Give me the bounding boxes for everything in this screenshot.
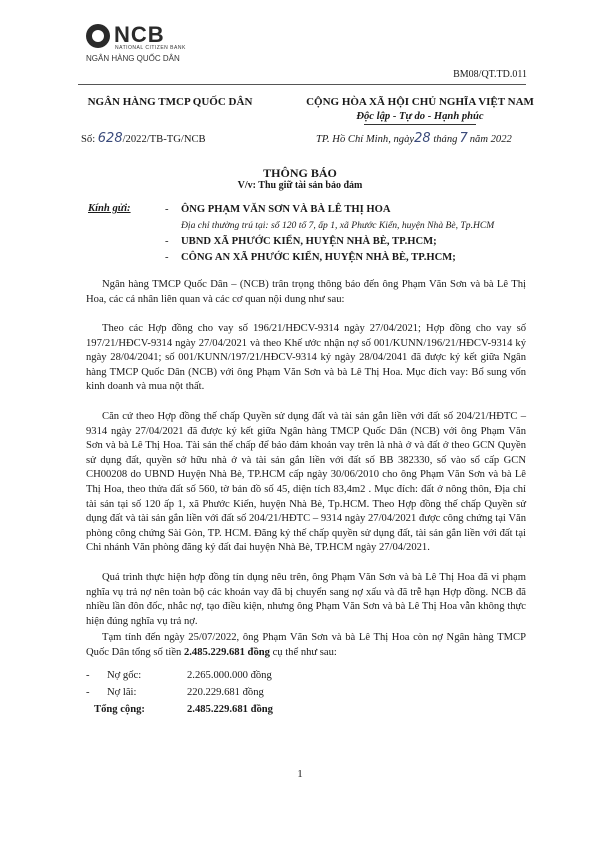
principal-label: Nợ gốc: bbox=[107, 670, 142, 681]
ncb-logo-mark-icon bbox=[86, 24, 110, 48]
republic-motto: Độc lập - Tự do - Hạnh phúc bbox=[356, 111, 484, 122]
debt-bullet-1: - bbox=[86, 670, 90, 681]
paragraph-debt-text bbox=[86, 631, 526, 660]
doc-number-prefix: Số: bbox=[81, 134, 98, 145]
interest-label: Nợ lãi: bbox=[107, 687, 137, 698]
paragraph-default bbox=[86, 571, 526, 629]
issuer-name: NGÂN HÀNG TMCP QUỐC DÂN bbox=[87, 96, 253, 108]
document-title: THÔNG BÁO bbox=[263, 166, 337, 180]
date-place: TP. Hồ Chí Minh, ngày bbox=[316, 134, 415, 145]
motto-underline bbox=[364, 124, 476, 125]
debt-intro-before: Tạm tính đến ngày 25/07/2022, ông Phạm Văn Sơn và bà Lê Thị Hoa còn nợ Ngân hàng TMCP Quốc Dân tổng số tiền bbox=[86, 632, 526, 658]
total-label: Tổng cộng: bbox=[94, 704, 145, 715]
debt-intro-amount: 2.485.229.681 đồng bbox=[183, 646, 270, 658]
recipients-label: Kính gửi: bbox=[88, 203, 131, 214]
logo-brand: NCB bbox=[114, 22, 165, 47]
paragraph-intro-text: Ngân hàng TMCP Quốc Dân – (NCB) trân trọng thông báo đến ông Phạm Văn Sơn và bà Lê Thị Hoa, các cá nhân liên quan và các cơ quan nội dung như sau: bbox=[86, 279, 526, 305]
logo-vn-name: NGÂN HÀNG QUỐC DÂN bbox=[86, 54, 180, 63]
document-number bbox=[81, 131, 206, 146]
recipient-1-name: ÔNG PHẠM VĂN SƠN VÀ BÀ LÊ THỊ HOA bbox=[181, 204, 391, 215]
recipient-bullet-2: - bbox=[165, 236, 169, 247]
debt-bullet-2: - bbox=[86, 687, 90, 698]
ncb-logo bbox=[86, 22, 196, 72]
debt-intro-after: cụ thể như sau: bbox=[269, 646, 337, 658]
recipient-2-name: UBND XÃ PHƯỚC KIỂN, HUYỆN NHÀ BÈ, TP.HCM; bbox=[181, 236, 437, 247]
header-divider bbox=[78, 84, 526, 85]
paragraph-default-text: Quá trình thực hiện hợp đồng tín dụng nêu trên, ông Phạm Văn Sơn và bà Lê Thị Hoa đã vi phạm nghĩa vụ trả nợ nên toàn bộ các khoản vay đã bị chuyển sang nợ xấu và đã trễ hạn Hợp đồng. NCB đã nhiều lần đôn đốc, nhắc nợ, tạo điều kiện, nhưng ông Phạm Văn Sơn và bà Lê Thị Hoa vẫn không thực hiện đúng nghĩa vụ trả nợ. bbox=[86, 572, 526, 627]
recipient-3-name: CÔNG AN XÃ PHƯỚC KIỂN, HUYỆN NHÀ BÈ, TP.HCM; bbox=[181, 252, 456, 263]
date-day: 28 bbox=[414, 131, 431, 146]
paragraph-collateral bbox=[86, 410, 526, 556]
paragraph-loans bbox=[86, 322, 526, 395]
page-number: 1 bbox=[297, 768, 303, 780]
interest-value: 220.229.681 đồng bbox=[187, 687, 264, 698]
paragraph-collateral-text: Căn cứ theo Hợp đồng thế chấp Quyền sử dụng đất và tài sản gắn liền với đất số 204/21/HĐTC – 9314 ngày 27/04/2021 đã được ký kết giữa Ngân hàng TMCP Quốc Dân (NCB) với ông Phạm Văn Sơn và bà Lê Thị Hoa. Tài sản thế chấp để bảo đảm khoản vay trên là nhà ở và đất ở theo GCN Quyền sử dụng đất, quyền sở hữu nhà ở và tài sản gắn liền với đất số BB 382330, số vào sổ cấp GCN CH00208 do UBND Huyện Nhà Bè, TP.HCM cấp ngày 30/06/2010 cho ông Phạm Văn Sơn và bà Lê Thị Hoa, theo thửa đất số 560, tờ bản đồ số 45, diện tích 83,4m2 . Mục đích: đất ở nông thôn, Địa chỉ tài sản tại số 120 ấp 1, xã Phước Kiển, huyện Nhà Bè, Tp.HCM. Theo Hợp đồng thế chấp Quyền sử dụng đất và tài sản gắn liền với đất số 204/21/HĐTC – 9314 ngày 27/04/2021 được công chứng tại Văn phòng công chứng Sài Gòn, TP. HCM. Đăng ký thế chấp quyền sử dụng đất, tài sản gắn liền với đất tại Chi nhánh Văn phòng đăng ký đất đai huyện Nhà Bè, TP.HCM ngày 27/04/2021. bbox=[86, 411, 526, 554]
paragraph-loans-text: Theo các Hợp đồng cho vay số 196/21/HĐCV-9314 ngày 27/04/2021; Hợp đồng cho vay số 197/21/HĐCV-9314 ngày 27/04/2021 và theo Khế ước nhận nợ số 001/KUNN/196/21/HĐCV-9314 ký ngày 28/04/2041; số 001/KUNN/197/21/HĐCV-9314 ký ngày 28/04/2041 đã được ký kết giữa Ngân hàng TMCP Quốc Dân (NCB) với ông Phạm Văn Sơn và bà Lê Thị Hoa. Mục đích vay: Bổ sung vốn kinh doanh và mua nột thất. bbox=[86, 323, 526, 393]
date-month: 7 bbox=[459, 131, 468, 146]
date-year: năm 2022 bbox=[469, 134, 512, 145]
principal-value: 2.265.000.000 đồng bbox=[187, 670, 272, 681]
doc-number-handwritten: 628 bbox=[97, 131, 123, 146]
document-date bbox=[316, 131, 512, 146]
recipient-bullet-3: - bbox=[165, 252, 169, 263]
recipient-bullet-1: - bbox=[165, 204, 169, 215]
date-month-label: tháng bbox=[433, 134, 458, 145]
recipient-1-address: Địa chỉ thường trú tại: số 120 tổ 7, ấp 1, xã Phước Kiển, huyện Nhà Bè, Tp.HCM bbox=[181, 220, 495, 231]
doc-number-suffix: /2022/TB-TG/NCB bbox=[122, 134, 206, 145]
form-code: BM08/QT.TD.011 bbox=[453, 69, 527, 80]
paragraph-debt bbox=[86, 631, 526, 660]
paragraph-intro bbox=[86, 278, 526, 307]
republic-name: CỘNG HÒA XÃ HỘI CHỦ NGHĨA VIỆT NAM bbox=[306, 96, 534, 108]
document-subject: V/v: Thu giữ tài sản bảo đảm bbox=[237, 180, 363, 191]
total-value: 2.485.229.681 đồng bbox=[187, 704, 273, 715]
logo-subtitle: NATIONAL CITIZEN BANK bbox=[115, 45, 186, 51]
